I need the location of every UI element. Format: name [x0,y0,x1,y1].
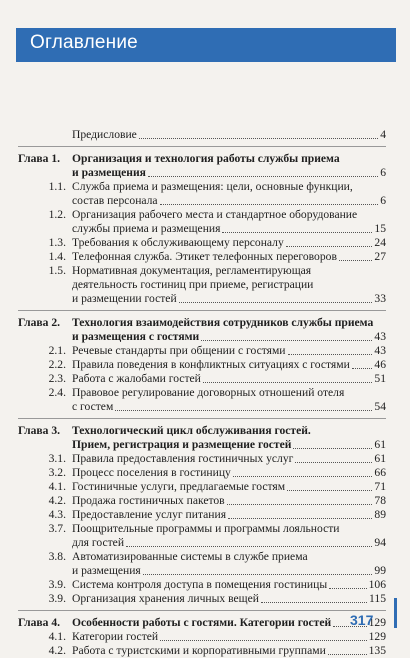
toc-entry-text: Гостиничные услуги, предлагаемые гостям [72,480,286,493]
toc-entry-number: Глава 4. [18,616,61,629]
toc-entry-page: 135 [368,644,386,657]
toc-entry-number: 4.1. [48,630,66,643]
dot-leader [286,236,373,247]
toc-entry-body [72,592,386,606]
toc-chapter-entry[interactable] [18,152,386,180]
toc-entry-text: и размещения [72,166,146,179]
toc-section-entry[interactable] [18,264,386,306]
toc-entry-text: Предисловие [72,128,137,141]
toc-section-entry[interactable] [18,236,386,250]
toc-entry-text: Прием, регистрация и размещение гостей [72,438,292,451]
toc-entry-text: Работа с жалобами гостей [72,372,201,385]
toc-preface-entry[interactable] [18,128,386,142]
toc-entry-page: 99 [374,564,386,577]
toc-entry-number: 1.2. [48,208,66,221]
toc-entry-page: 71 [374,480,386,493]
toc-entry-number: 3.9. [48,578,66,591]
toc-entry-body [72,208,386,236]
toc-entry-number: 1.1. [48,180,66,193]
toc-section-entry[interactable] [18,480,386,494]
toc-entry-number: 2.1. [48,344,66,357]
toc-section-entry[interactable] [18,592,386,606]
dot-leader [160,194,379,205]
toc-entry-page: 33 [374,292,386,305]
chapter-separator [18,146,386,147]
toc-entry-body [72,508,386,522]
toc-entry-page: 61 [374,452,386,465]
toc-entry-text: Технология взаимодействия сотрудников службы приема [72,316,374,329]
toc-chapter-entry[interactable] [18,616,386,630]
toc-section-entry[interactable] [18,578,386,592]
toc-entry-text: Телефонная служба. Этикет телефонных переговоров [72,250,337,263]
dot-leader [203,372,373,383]
dot-leader [288,344,373,355]
toc-section-entry[interactable] [18,344,386,358]
toc-entry-number: 4.1. [48,480,66,493]
toc-entry-text: Организация и технология работы службы приема [72,152,340,165]
toc-entry-number: 3.9. [48,592,66,605]
dot-leader [201,330,372,341]
toc-entry-page: 129 [368,630,386,643]
toc-entry-text: Автоматизированные системы в службе приема [72,550,308,563]
toc-section-entry[interactable] [18,180,386,208]
toc-entry-text: Требования к обслуживающему персоналу [72,236,284,249]
toc-entry-page: 61 [374,438,386,451]
toc-entry-body [72,180,386,208]
toc-entry-text: Особенности работы с гостями. Категории гостей [72,616,332,629]
toc-section-entry[interactable] [18,208,386,236]
toc-entry-number: 1.3. [48,236,66,249]
toc-entry-text: и размещения с гостями [72,330,200,343]
toc-entry-number: 4.2. [48,494,66,507]
toc-entry-text: с гостем [72,400,114,413]
toc-entry-text: деятельность гостиниц при приеме, регистрации [72,278,314,291]
toc-entry-text: Служба приема и размещения: цели, основные функции, [72,180,353,193]
toc-entry-page: 6 [380,194,386,207]
toc-entry-number: 3.1. [48,452,66,465]
toc-entry-text: Организация хранения личных вещей [72,592,259,605]
toc-entry-number: 3.7. [48,522,66,535]
toc-entry-text: Система контроля доступа в помещения гостиницы [72,578,328,591]
toc-entry-text: Нормативная документация, регламентирующая [72,264,312,277]
toc-entry-body [72,264,386,306]
toc-entry-body [72,452,386,466]
toc-entry-page: 66 [374,466,386,479]
toc-section-entry[interactable] [18,466,386,480]
dot-leader [228,508,372,519]
toc-entry-body [72,494,386,508]
toc-section-entry[interactable] [18,508,386,522]
toc-entry-body [72,644,386,658]
toc-entry-text: службы приема и размещения [72,222,221,235]
toc-entry-number: Глава 1. [18,152,61,165]
toc-entry-text: состав персонала [72,194,158,207]
dot-leader [329,578,366,589]
toc-entry-number: 2.2. [48,358,66,371]
toc-entry-text: Продажа гостиничных пакетов [72,494,225,507]
toc-entry-number: 2.4. [48,386,66,399]
toc-entry-number: 1.4. [48,250,66,263]
toc-entry-body [72,344,386,358]
dot-leader [139,128,378,139]
toc-entry-text: Организация рабочего места и стандартное оборудование [72,208,358,221]
toc-entry-page: 51 [374,372,386,385]
toc-entry-number: 1.5. [48,264,66,277]
toc-entry-body [72,128,386,142]
toc-entry-page: 129 [368,616,386,629]
dot-leader [222,222,372,233]
footer-accent-bar [394,598,397,628]
toc-entry-number: 4.2. [48,644,66,657]
toc-entry-number: Глава 2. [18,316,61,329]
dot-leader [339,250,372,261]
toc-entry-page: 24 [374,236,386,249]
toc-entry-body [72,466,386,480]
toc-entry-number: Глава 3. [18,424,61,437]
chapter-separator [18,418,386,419]
toc-entry-text: Правила предоставления гостиничных услуг [72,452,294,465]
toc-section-entry[interactable] [18,630,386,644]
toc-entry-body [72,424,386,452]
dot-leader [227,494,373,505]
toc-entry-text: Технологический цикл обслуживания гостей. [72,424,311,437]
toc-entry-body [72,522,386,550]
toc-entry-text: и размещения [72,564,141,577]
toc-entry-text: Речевые стандарты при общении с гостями [72,344,286,357]
toc-entry-number: 3.2. [48,466,66,479]
toc-entry-body [72,316,386,344]
toc-entry-text: Категории гостей [72,630,159,643]
toc-chapter-entry[interactable] [18,316,386,344]
toc-entry-body [72,630,386,644]
table-of-contents [18,128,386,658]
toc-entry-number: 3.8. [48,550,66,563]
toc-entry-body [72,250,386,264]
dot-leader [126,536,372,547]
toc-entry-page: 6 [380,166,386,179]
toc-entry-body [72,578,386,592]
chapter-separator [18,610,386,611]
toc-entry-number: 2.3. [48,372,66,385]
toc-section-entry[interactable] [18,494,386,508]
toc-entry-body [72,386,386,414]
toc-entry-text: Работа с туристскими и корпоративными группами [72,644,326,657]
toc-entry-page: 78 [374,494,386,507]
toc-header-band [16,28,396,62]
toc-entry-text: и размещении гостей [72,292,177,305]
toc-entry-body [72,372,386,386]
toc-section-entry[interactable] [18,386,386,414]
dot-leader [261,592,367,603]
page-number: 317 [350,612,374,628]
toc-entry-body [72,480,386,494]
dot-leader [179,292,373,303]
toc-entry-number: 4.3. [48,508,66,521]
dot-leader [148,166,378,177]
toc-section-entry[interactable] [18,250,386,264]
toc-entry-page: 115 [369,592,386,605]
toc-entry-page: 43 [374,330,386,343]
dot-leader [287,480,372,491]
dot-leader [328,644,367,655]
chapter-separator [18,310,386,311]
toc-entry-body [72,236,386,250]
toc-section-entry[interactable] [18,372,386,386]
toc-entry-text: Предоставление услуг питания [72,508,227,521]
toc-entry-page: 94 [374,536,386,549]
dot-leader [115,400,372,411]
toc-entry-page: 43 [374,344,386,357]
toc-chapter-entry[interactable] [18,424,386,452]
toc-entry-page: 54 [374,400,386,413]
toc-title: Оглавление [30,32,138,53]
dot-leader [352,358,373,369]
toc-entry-text: Правила поведения в конфликтных ситуациях с гостями [72,358,350,371]
dot-leader [160,630,366,641]
toc-section-entry[interactable] [18,550,386,578]
toc-entry-page: 89 [374,508,386,521]
toc-entry-page: 106 [368,578,386,591]
toc-entry-page: 46 [374,358,386,371]
dot-leader [293,438,372,449]
toc-section-entry[interactable] [18,522,386,550]
toc-entry-page: 15 [374,222,386,235]
dot-leader [233,466,373,477]
toc-entry-text: Правовое регулирование договорных отношений отеля [72,386,345,399]
dot-leader [143,564,373,575]
toc-entry-body [72,616,386,630]
toc-section-entry[interactable] [18,452,386,466]
toc-entry-page: 4 [380,128,386,141]
toc-entry-text: Поощрительные программы и программы лояльности [72,522,340,535]
toc-section-entry[interactable] [18,358,386,372]
dot-leader [295,452,372,463]
toc-entry-page: 27 [374,250,386,263]
toc-entry-body [72,550,386,578]
toc-entry-text: для гостей [72,536,125,549]
toc-entry-body [72,152,386,180]
toc-entry-text: Процесс поселения в гостиницу [72,466,231,479]
toc-entry-body [72,358,386,372]
toc-section-entry[interactable] [18,644,386,658]
